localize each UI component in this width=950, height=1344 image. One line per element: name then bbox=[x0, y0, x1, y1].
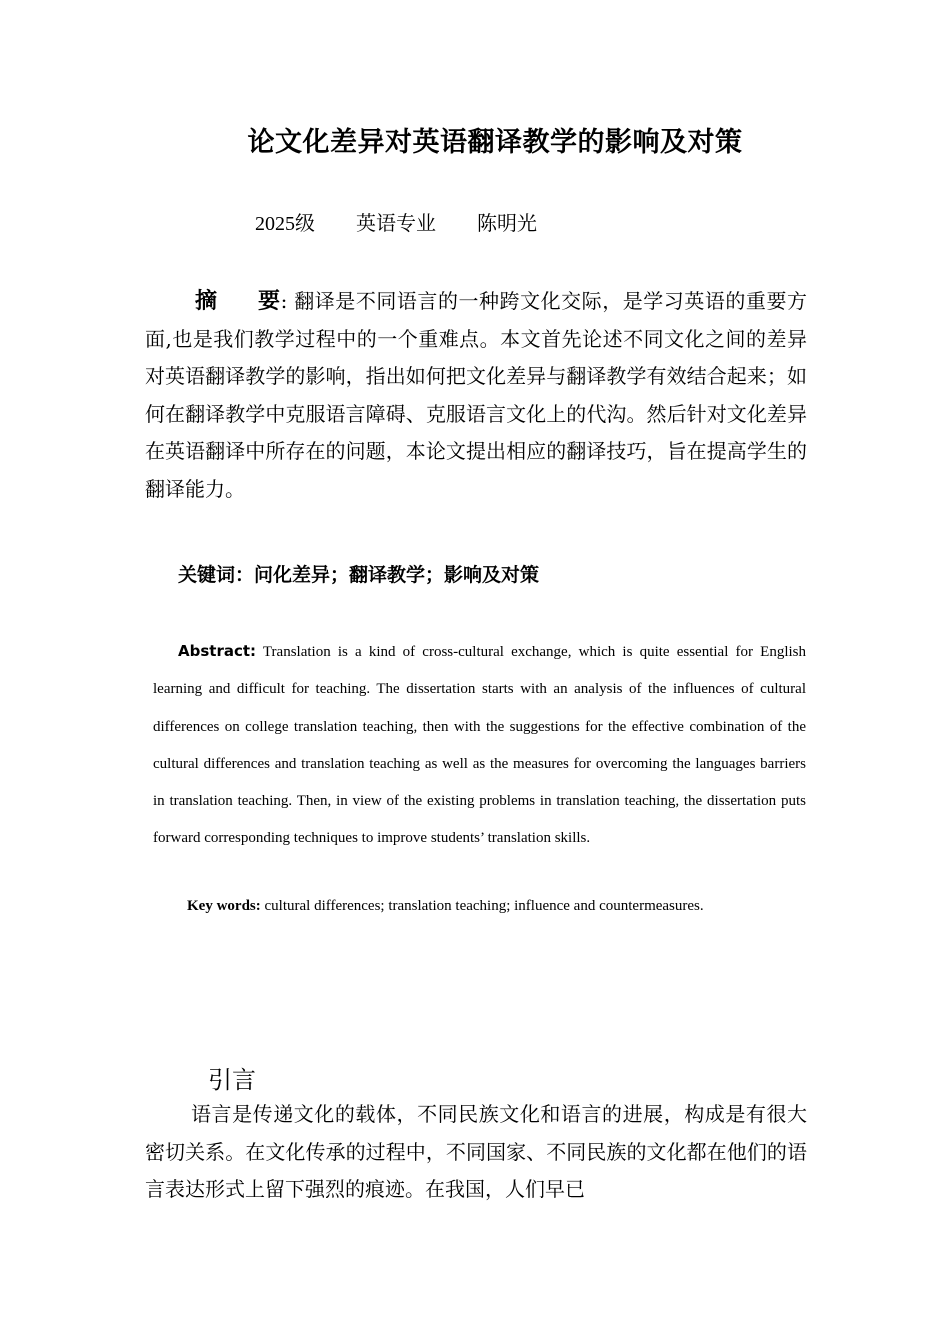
introduction-paragraph: 语言是传递文化的载体，不同民族文化和语言的进展，构成是有很大密切关系。在文化传承的过程中，不同国家、不同民族的文化都在他们的语言表达形式上留下强烈的痕迹。在我国，人们早已 bbox=[145, 1102, 807, 1201]
english-keywords bbox=[187, 898, 704, 915]
abstract-label-colon: : bbox=[280, 289, 288, 313]
chinese-keywords: 关键词：问化差异；翻译教学；影响及对策 bbox=[178, 564, 540, 586]
author-line bbox=[255, 207, 573, 236]
paper-title: 论文化差异对英语翻译教学的影响及对策 bbox=[247, 127, 743, 158]
abstract-label-en: Abstract: bbox=[178, 642, 257, 660]
abstract-text-cn: 翻译是不同语言的一种跨文化交际，是学习英语的重要方面,也是我们教学过程中的一个重难点。本文首先论述不同文化之间的差异对英语翻译教学的影响，指出如何把文化差异与翻译教学有效结合起来；如何在翻译教学中克服语言障碍、克服语言文化上的代沟。然后针对文化差异在英语翻译中所存在的问题，本论文提出相应的翻译技巧，旨在提高学生的翻译能力。 bbox=[145, 289, 807, 501]
abstract-text-en: Translation is a kind of cross-cultural exchange, which is quite essential for English learning and difficult for teaching. The dissertation starts with an analysis of the influences of cultural differences on college translation teaching, then with the suggestions for the effective combination of the cultural differences and translation teaching as well as the measures for overcoming the languages barriers in translation teaching. Then, in view of the existing problems in translation teaching, the dissertation puts forward corresponding techniques to improve students’ translation skills. bbox=[153, 644, 806, 847]
abstract-label-char-2: 要 bbox=[257, 288, 281, 314]
author-name: 陈明光 bbox=[477, 213, 537, 235]
grade: 2025级 bbox=[255, 213, 315, 235]
abstract-label-cn bbox=[195, 288, 281, 314]
keywords-text-en: cultural differences; translation teaching; influence and countermeasures. bbox=[264, 898, 704, 914]
section-heading-introduction: 引言 bbox=[208, 1066, 256, 1094]
keywords-label-en: Key words: bbox=[187, 898, 261, 914]
abstract-label-char-1: 摘 bbox=[195, 288, 218, 314]
chinese-abstract bbox=[145, 283, 807, 508]
english-abstract bbox=[153, 633, 806, 858]
major: 英语专业 bbox=[356, 213, 436, 235]
